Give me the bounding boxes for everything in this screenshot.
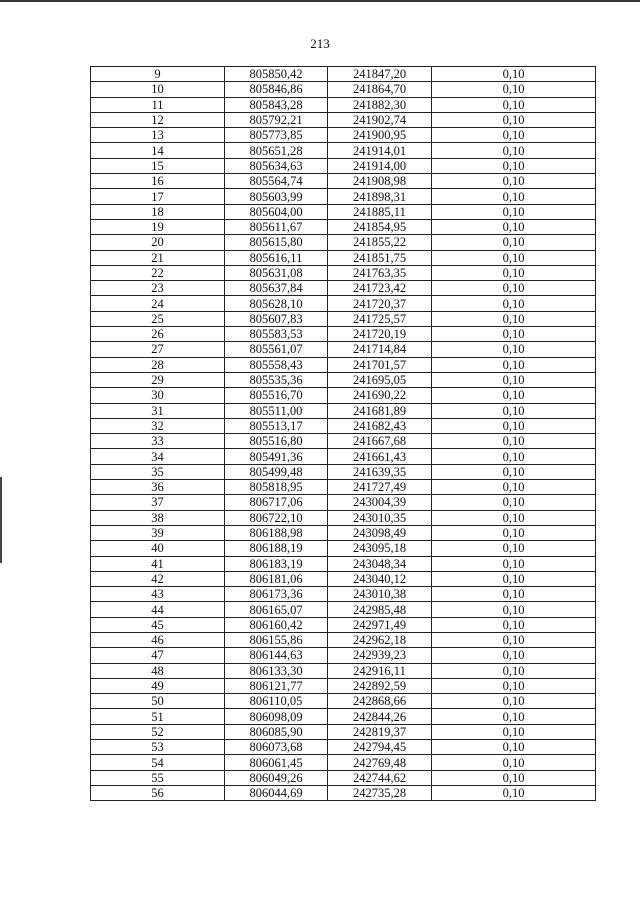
y-coordinate-cell: 242744,62	[328, 770, 432, 785]
x-coordinate-cell: 805792,21	[225, 112, 328, 127]
accuracy-cell: 0,10	[432, 510, 596, 525]
accuracy-cell: 0,10	[432, 617, 596, 632]
accuracy-cell: 0,10	[432, 541, 596, 556]
y-coordinate-cell: 241847,20	[328, 67, 432, 82]
y-coordinate-cell: 241701,57	[328, 357, 432, 372]
accuracy-cell: 0,10	[432, 418, 596, 433]
y-coordinate-cell: 241864,70	[328, 82, 432, 97]
y-coordinate-cell: 241902,74	[328, 112, 432, 127]
point-number-cell: 56	[91, 785, 225, 800]
table-row	[91, 189, 596, 204]
table-row	[91, 770, 596, 785]
table-row	[91, 250, 596, 265]
accuracy-cell: 0,10	[432, 403, 596, 418]
x-coordinate-cell: 806044,69	[225, 785, 328, 800]
x-coordinate-cell: 806121,77	[225, 678, 328, 693]
table-row	[91, 418, 596, 433]
accuracy-cell: 0,10	[432, 740, 596, 755]
accuracy-cell: 0,10	[432, 158, 596, 173]
point-number-cell: 11	[91, 97, 225, 112]
accuracy-cell: 0,10	[432, 480, 596, 495]
point-number-cell: 41	[91, 556, 225, 571]
accuracy-cell: 0,10	[432, 67, 596, 82]
table-row	[91, 709, 596, 724]
point-number-cell: 14	[91, 143, 225, 158]
x-coordinate-cell: 806722,10	[225, 510, 328, 525]
y-coordinate-cell: 242916,11	[328, 663, 432, 678]
accuracy-cell: 0,10	[432, 143, 596, 158]
y-coordinate-cell: 243010,35	[328, 510, 432, 525]
point-number-cell: 19	[91, 219, 225, 234]
accuracy-cell: 0,10	[432, 587, 596, 602]
accuracy-cell: 0,10	[432, 112, 596, 127]
accuracy-cell: 0,10	[432, 357, 596, 372]
table-row	[91, 403, 596, 418]
table-row	[91, 311, 596, 326]
table-row	[91, 388, 596, 403]
x-coordinate-cell: 806188,19	[225, 541, 328, 556]
y-coordinate-cell: 241855,22	[328, 235, 432, 250]
y-coordinate-cell: 241914,01	[328, 143, 432, 158]
accuracy-cell: 0,10	[432, 82, 596, 97]
y-coordinate-cell: 242769,48	[328, 755, 432, 770]
point-number-cell: 23	[91, 281, 225, 296]
x-coordinate-cell: 805604,00	[225, 204, 328, 219]
accuracy-cell: 0,10	[432, 97, 596, 112]
y-coordinate-cell: 241885,11	[328, 204, 432, 219]
x-coordinate-cell: 806717,06	[225, 495, 328, 510]
point-number-cell: 45	[91, 617, 225, 632]
left-margin-mark	[0, 477, 2, 563]
table-row	[91, 602, 596, 617]
point-number-cell: 12	[91, 112, 225, 127]
table-row	[91, 571, 596, 586]
table-row	[91, 265, 596, 280]
table-row	[91, 694, 596, 709]
x-coordinate-cell: 805850,42	[225, 67, 328, 82]
x-coordinate-cell: 805491,36	[225, 449, 328, 464]
x-coordinate-cell: 805511,00	[225, 403, 328, 418]
x-coordinate-cell: 806155,86	[225, 632, 328, 647]
point-number-cell: 18	[91, 204, 225, 219]
table-row	[91, 617, 596, 632]
accuracy-cell: 0,10	[432, 219, 596, 234]
point-number-cell: 27	[91, 342, 225, 357]
table-row	[91, 464, 596, 479]
point-number-cell: 47	[91, 648, 225, 663]
point-number-cell: 49	[91, 678, 225, 693]
y-coordinate-cell: 243095,18	[328, 541, 432, 556]
accuracy-cell: 0,10	[432, 189, 596, 204]
y-coordinate-cell: 241690,22	[328, 388, 432, 403]
accuracy-cell: 0,10	[432, 174, 596, 189]
accuracy-cell: 0,10	[432, 265, 596, 280]
point-number-cell: 28	[91, 357, 225, 372]
accuracy-cell: 0,10	[432, 571, 596, 586]
y-coordinate-cell: 241908,98	[328, 174, 432, 189]
accuracy-cell: 0,10	[432, 327, 596, 342]
point-number-cell: 32	[91, 418, 225, 433]
table-row	[91, 632, 596, 647]
page-number: 213	[310, 36, 330, 51]
y-coordinate-cell: 243010,38	[328, 587, 432, 602]
accuracy-cell: 0,10	[432, 709, 596, 724]
x-coordinate-cell: 806183,19	[225, 556, 328, 571]
coordinates-table	[90, 66, 596, 801]
table-row	[91, 541, 596, 556]
y-coordinate-cell: 243004,39	[328, 495, 432, 510]
y-coordinate-cell: 242794,45	[328, 740, 432, 755]
accuracy-cell: 0,10	[432, 770, 596, 785]
point-number-cell: 31	[91, 403, 225, 418]
y-coordinate-cell: 241851,75	[328, 250, 432, 265]
accuracy-cell: 0,10	[432, 785, 596, 800]
x-coordinate-cell: 805564,74	[225, 174, 328, 189]
point-number-cell: 33	[91, 434, 225, 449]
accuracy-cell: 0,10	[432, 556, 596, 571]
x-coordinate-cell: 806173,36	[225, 587, 328, 602]
table-row	[91, 112, 596, 127]
point-number-cell: 17	[91, 189, 225, 204]
point-number-cell: 9	[91, 67, 225, 82]
y-coordinate-cell: 241898,31	[328, 189, 432, 204]
point-number-cell: 21	[91, 250, 225, 265]
table-row	[91, 587, 596, 602]
x-coordinate-cell: 806110,05	[225, 694, 328, 709]
table-row	[91, 174, 596, 189]
point-number-cell: 55	[91, 770, 225, 785]
y-coordinate-cell: 242962,18	[328, 632, 432, 647]
x-coordinate-cell: 805634,63	[225, 158, 328, 173]
table-row	[91, 480, 596, 495]
table-row	[91, 97, 596, 112]
accuracy-cell: 0,10	[432, 724, 596, 739]
table-row	[91, 785, 596, 800]
y-coordinate-cell: 241682,43	[328, 418, 432, 433]
point-number-cell: 30	[91, 388, 225, 403]
y-coordinate-cell: 242735,28	[328, 785, 432, 800]
y-coordinate-cell: 241900,95	[328, 128, 432, 143]
y-coordinate-cell: 241720,37	[328, 296, 432, 311]
table-row	[91, 342, 596, 357]
y-coordinate-cell: 242971,49	[328, 617, 432, 632]
x-coordinate-cell: 805499,48	[225, 464, 328, 479]
x-coordinate-cell: 805535,36	[225, 372, 328, 387]
accuracy-cell: 0,10	[432, 602, 596, 617]
accuracy-cell: 0,10	[432, 632, 596, 647]
y-coordinate-cell: 242844,26	[328, 709, 432, 724]
y-coordinate-cell: 241882,30	[328, 97, 432, 112]
x-coordinate-cell: 806073,68	[225, 740, 328, 755]
x-coordinate-cell: 805558,43	[225, 357, 328, 372]
y-coordinate-cell: 242819,37	[328, 724, 432, 739]
point-number-cell: 39	[91, 525, 225, 540]
y-coordinate-cell: 241714,84	[328, 342, 432, 357]
x-coordinate-cell: 805843,28	[225, 97, 328, 112]
table-row	[91, 663, 596, 678]
point-number-cell: 25	[91, 311, 225, 326]
x-coordinate-cell: 806144,63	[225, 648, 328, 663]
x-coordinate-cell: 805516,80	[225, 434, 328, 449]
point-number-cell: 34	[91, 449, 225, 464]
point-number-cell: 20	[91, 235, 225, 250]
table-row	[91, 556, 596, 571]
x-coordinate-cell: 805637,84	[225, 281, 328, 296]
point-number-cell: 36	[91, 480, 225, 495]
accuracy-cell: 0,10	[432, 128, 596, 143]
y-coordinate-cell: 242892,59	[328, 678, 432, 693]
point-number-cell: 29	[91, 372, 225, 387]
point-number-cell: 43	[91, 587, 225, 602]
point-number-cell: 15	[91, 158, 225, 173]
x-coordinate-cell: 805611,67	[225, 219, 328, 234]
x-coordinate-cell: 805583,53	[225, 327, 328, 342]
point-number-cell: 50	[91, 694, 225, 709]
point-number-cell: 51	[91, 709, 225, 724]
x-coordinate-cell: 806061,45	[225, 755, 328, 770]
point-number-cell: 46	[91, 632, 225, 647]
point-number-cell: 53	[91, 740, 225, 755]
accuracy-cell: 0,10	[432, 678, 596, 693]
accuracy-cell: 0,10	[432, 372, 596, 387]
table-row	[91, 755, 596, 770]
table-row	[91, 327, 596, 342]
point-number-cell: 54	[91, 755, 225, 770]
point-number-cell: 24	[91, 296, 225, 311]
table-row	[91, 372, 596, 387]
coordinates-table-body	[91, 67, 596, 801]
point-number-cell: 10	[91, 82, 225, 97]
y-coordinate-cell: 241725,57	[328, 311, 432, 326]
table-row	[91, 434, 596, 449]
point-number-cell: 38	[91, 510, 225, 525]
x-coordinate-cell: 806133,30	[225, 663, 328, 678]
table-row	[91, 648, 596, 663]
x-coordinate-cell: 806165,07	[225, 602, 328, 617]
x-coordinate-cell: 805818,95	[225, 480, 328, 495]
y-coordinate-cell: 242985,48	[328, 602, 432, 617]
x-coordinate-cell: 805615,80	[225, 235, 328, 250]
point-number-cell: 22	[91, 265, 225, 280]
table-row	[91, 678, 596, 693]
table-row	[91, 510, 596, 525]
accuracy-cell: 0,10	[432, 250, 596, 265]
accuracy-cell: 0,10	[432, 449, 596, 464]
x-coordinate-cell: 805651,28	[225, 143, 328, 158]
y-coordinate-cell: 241763,35	[328, 265, 432, 280]
x-coordinate-cell: 805628,10	[225, 296, 328, 311]
accuracy-cell: 0,10	[432, 495, 596, 510]
point-number-cell: 13	[91, 128, 225, 143]
x-coordinate-cell: 805607,83	[225, 311, 328, 326]
point-number-cell: 40	[91, 541, 225, 556]
y-coordinate-cell: 241720,19	[328, 327, 432, 342]
point-number-cell: 26	[91, 327, 225, 342]
accuracy-cell: 0,10	[432, 755, 596, 770]
point-number-cell: 16	[91, 174, 225, 189]
accuracy-cell: 0,10	[432, 525, 596, 540]
table-row	[91, 82, 596, 97]
point-number-cell: 48	[91, 663, 225, 678]
y-coordinate-cell: 241661,43	[328, 449, 432, 464]
x-coordinate-cell: 806181,06	[225, 571, 328, 586]
table-row	[91, 219, 596, 234]
table-row	[91, 296, 596, 311]
point-number-cell: 42	[91, 571, 225, 586]
table-row	[91, 204, 596, 219]
x-coordinate-cell: 806160,42	[225, 617, 328, 632]
y-coordinate-cell: 241914,00	[328, 158, 432, 173]
table-row	[91, 525, 596, 540]
point-number-cell: 44	[91, 602, 225, 617]
y-coordinate-cell: 241854,95	[328, 219, 432, 234]
table-row	[91, 128, 596, 143]
point-number-cell: 35	[91, 464, 225, 479]
x-coordinate-cell: 805616,11	[225, 250, 328, 265]
table-row	[91, 357, 596, 372]
x-coordinate-cell: 805773,85	[225, 128, 328, 143]
y-coordinate-cell: 241639,35	[328, 464, 432, 479]
x-coordinate-cell: 806085,90	[225, 724, 328, 739]
point-number-cell: 37	[91, 495, 225, 510]
x-coordinate-cell: 805846,86	[225, 82, 328, 97]
table-row	[91, 281, 596, 296]
y-coordinate-cell: 243040,12	[328, 571, 432, 586]
y-coordinate-cell: 241681,89	[328, 403, 432, 418]
y-coordinate-cell: 241723,42	[328, 281, 432, 296]
x-coordinate-cell: 806188,98	[225, 525, 328, 540]
table-row	[91, 724, 596, 739]
accuracy-cell: 0,10	[432, 204, 596, 219]
accuracy-cell: 0,10	[432, 342, 596, 357]
point-number-cell: 52	[91, 724, 225, 739]
top-border-rule	[0, 0, 640, 2]
x-coordinate-cell: 805631,08	[225, 265, 328, 280]
accuracy-cell: 0,10	[432, 296, 596, 311]
accuracy-cell: 0,10	[432, 464, 596, 479]
accuracy-cell: 0,10	[432, 434, 596, 449]
accuracy-cell: 0,10	[432, 663, 596, 678]
accuracy-cell: 0,10	[432, 388, 596, 403]
x-coordinate-cell: 805603,99	[225, 189, 328, 204]
accuracy-cell: 0,10	[432, 311, 596, 326]
accuracy-cell: 0,10	[432, 648, 596, 663]
accuracy-cell: 0,10	[432, 235, 596, 250]
y-coordinate-cell: 242868,66	[328, 694, 432, 709]
table-row	[91, 143, 596, 158]
y-coordinate-cell: 241695,05	[328, 372, 432, 387]
table-row	[91, 158, 596, 173]
y-coordinate-cell: 241667,68	[328, 434, 432, 449]
accuracy-cell: 0,10	[432, 694, 596, 709]
x-coordinate-cell: 806098,09	[225, 709, 328, 724]
table-row	[91, 740, 596, 755]
accuracy-cell: 0,10	[432, 281, 596, 296]
x-coordinate-cell: 805513,17	[225, 418, 328, 433]
y-coordinate-cell: 242939,23	[328, 648, 432, 663]
x-coordinate-cell: 805561,07	[225, 342, 328, 357]
y-coordinate-cell: 243098,49	[328, 525, 432, 540]
x-coordinate-cell: 806049,26	[225, 770, 328, 785]
table-row	[91, 449, 596, 464]
table-row	[91, 235, 596, 250]
table-row	[91, 67, 596, 82]
table-row	[91, 495, 596, 510]
y-coordinate-cell: 241727,49	[328, 480, 432, 495]
y-coordinate-cell: 243048,34	[328, 556, 432, 571]
x-coordinate-cell: 805516,70	[225, 388, 328, 403]
